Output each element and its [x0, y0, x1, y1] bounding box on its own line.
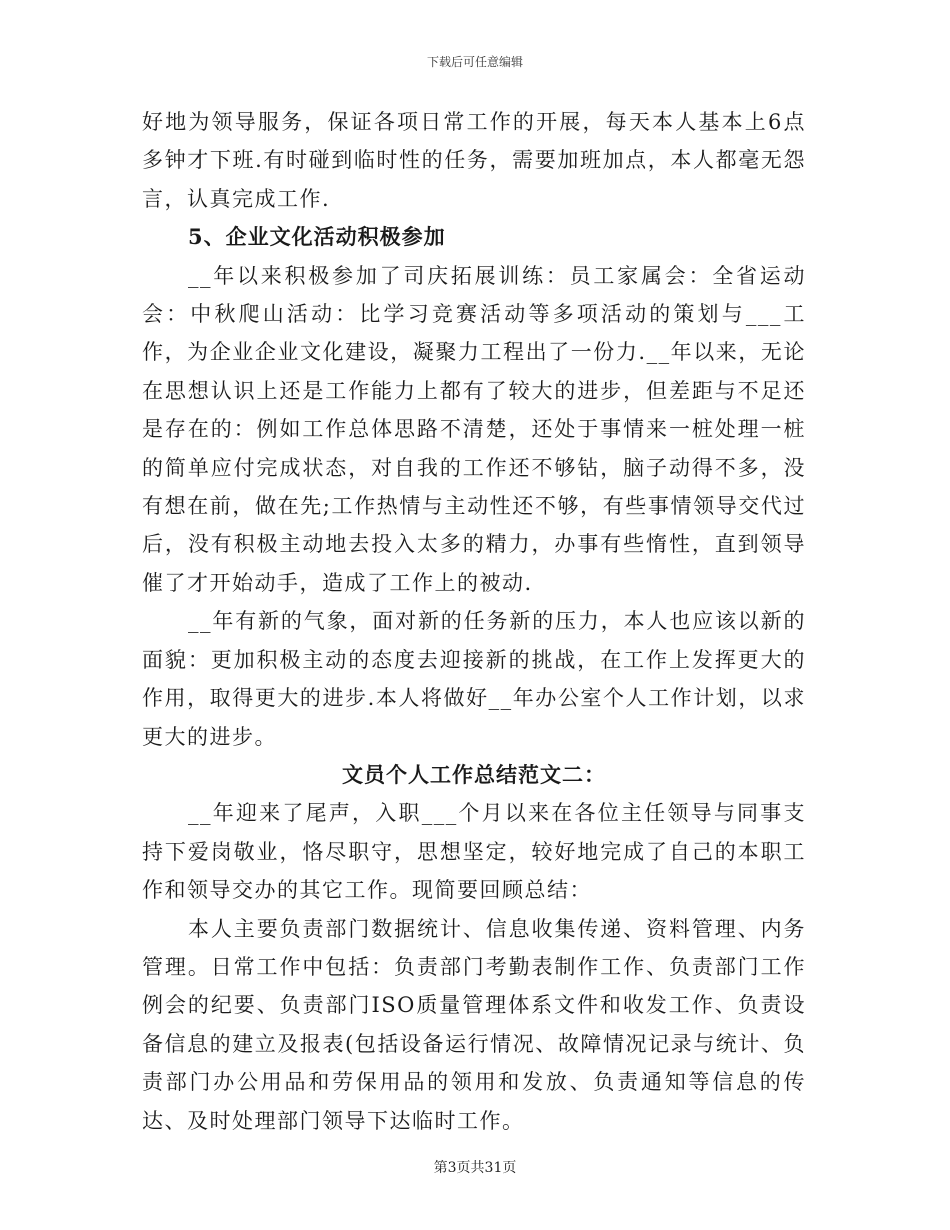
- document-body: [142, 103, 806, 1140]
- paragraph-activities: __年以来积极参加了司庆拓展训练：员工家属会：全省运动会：中秋爬山活动：比学习竞赛活动等多项活动的策划与___工作，为企业企业文化建设，凝聚力工程出了一份力.__年以来，无论在思想认识上还是工作能力上都有了较大的进步，但差距与不足还是存在的：例如工作总体思路不清楚，还处于事情来一桩处理一桩的简单应付完成状态，对自我的工作还不够钻，脑子动得不多，没有想在前，做在先;工作热情与主动性还不够，有些事情领导交代过后，没有积极主动地去投入太多的精力，办事有些惰性，直到领导催了才开始动手，造成了工作上的被动.: [142, 263, 806, 595]
- section-title-example-two: 文员个人工作总结范文二：: [342, 761, 606, 787]
- section-heading-culture-activities: 5、企业文化活动积极参加: [188, 224, 446, 250]
- paragraph-new-year: __年有新的气象，面对新的任务新的压力，本人也应该以新的面貌：更加积极主动的态度去迎接新的挑战，在工作上发挥更大的作用，取得更大的进步.本人将做好__年办公室个人工作计划，以求更大的进步。: [142, 609, 806, 749]
- paragraph-responsibilities: 本人主要负责部门数据统计、信息收集传递、资料管理、内务管理。日常工作中包括：负责部门考勤表制作工作、负责部门工作例会的纪要、负责部门ISO质量管理体系文件和收发工作、负责设备信息的建立及报表(包括设备运行情况、故障情况记录与统计、负责部门办公用品和劳保用品的领用和发放、负责通知等信息的传达、及时处理部门领导下达临时工作。: [142, 916, 806, 1133]
- page-header: 下载后可任意编辑: [426, 55, 523, 69]
- page-number: 第3页共31页: [433, 1160, 517, 1176]
- paragraph-continuation: 好地为领导服务，保证各项日常工作的开展，每天本人基本上6点多钟才下班.有时碰到临时性的任务，需要加班加点，本人都毫无怨言，认真完成工作.: [142, 110, 806, 211]
- paragraph-intro: __年迎来了尾声，入职___个月以来在各位主任领导与同事支持下爱岗敬业，恪尽职守，思想坚定，较好地完成了自己的本职工作和领导交办的其它工作。现简要回顾总结：: [142, 801, 806, 903]
